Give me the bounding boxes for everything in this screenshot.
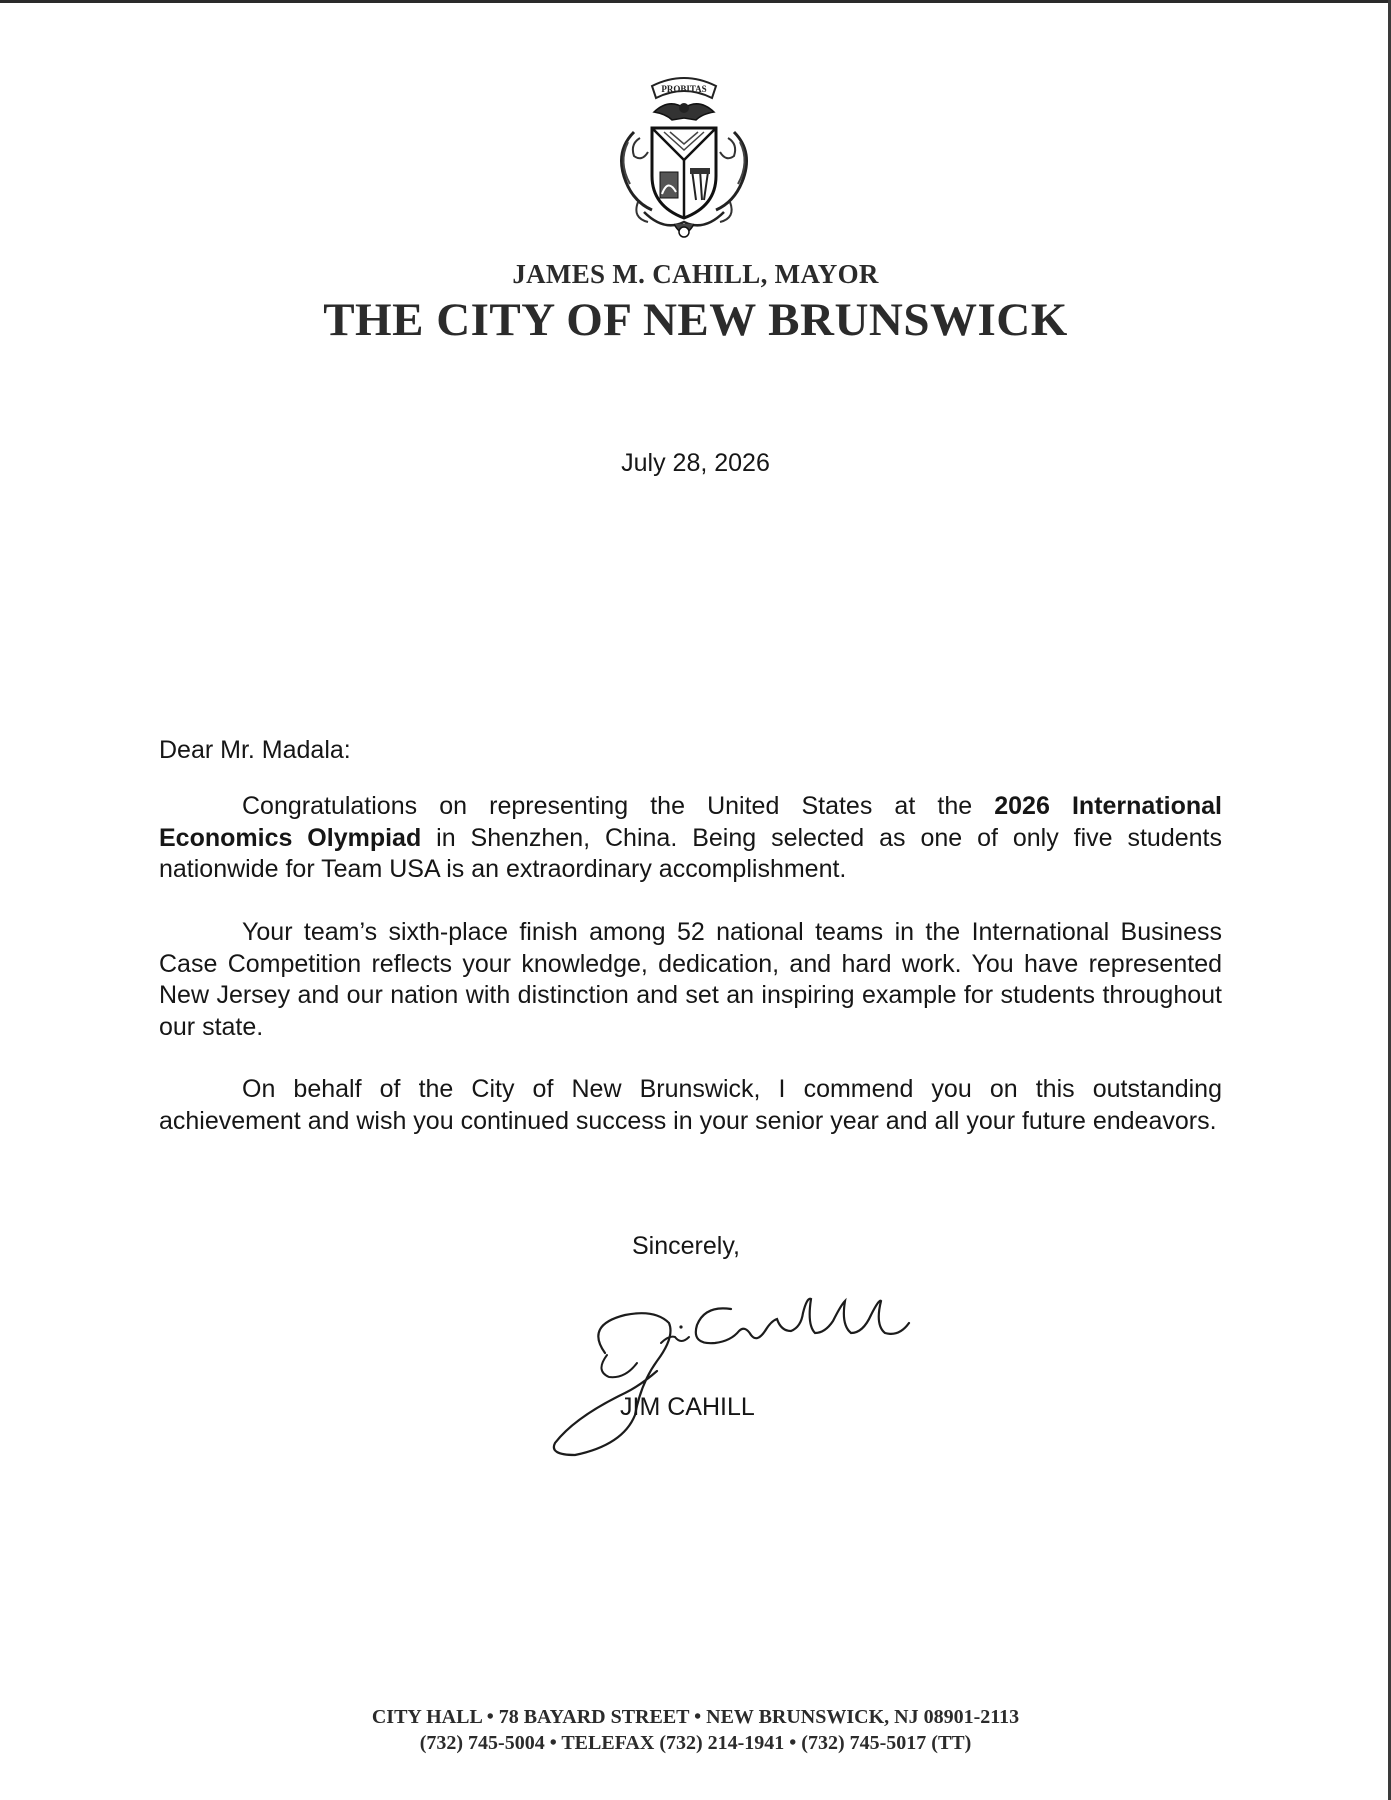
paragraph-2: Your team’s sixth-place finish among 52 national teams in the International Business Case Competition reflects your knowledge, dedication, and hard work. You have represented New Jersey and our nation with distinction and set an inspiring example for students throughout our state. — [159, 918, 1222, 1041]
page-border-top — [0, 0, 1391, 3]
paragraph-1-before: Congratulations on representing the United States at the — [242, 792, 995, 820]
paragraph-1 — [159, 791, 1222, 886]
paragraph-1-after: in Shenzhen, China. Being selected as one of only five students nationwide for Team USA is an extraordinary accomplishment. — [159, 823, 1222, 883]
salutation: Dear Mr. Madala: — [159, 736, 351, 764]
handwritten-signature-icon — [545, 1275, 945, 1460]
mayor-line: JAMES M. CAHILL, MAYOR — [512, 259, 879, 289]
footer-address: CITY HALL • 78 BAYARD STREET • NEW BRUNSWICK, NJ 08901-2113 — [371, 1706, 1020, 1728]
seal-motto: PROBITAS — [661, 84, 707, 94]
signer-name: JIM CAHILL — [620, 1393, 755, 1421]
paragraph-3: On behalf of the City of New Brunswick, I commend you on this outstanding achievement and wish you continued success in your senior year and all your future endeavors. — [159, 1075, 1222, 1135]
letter-date: July 28, 2026 — [621, 449, 770, 477]
paragraph-1-event-name: 2026 International Economics Olympiad — [159, 792, 1222, 852]
footer-phone: (732) 745-5004 • TELEFAX (732) 214-1941 • (732) 745-5017 (TT) — [419, 1732, 972, 1754]
city-seal-icon — [604, 72, 764, 244]
closing: Sincerely, — [632, 1232, 740, 1260]
city-title: THE CITY OF NEW BRUNSWICK — [323, 294, 1068, 346]
